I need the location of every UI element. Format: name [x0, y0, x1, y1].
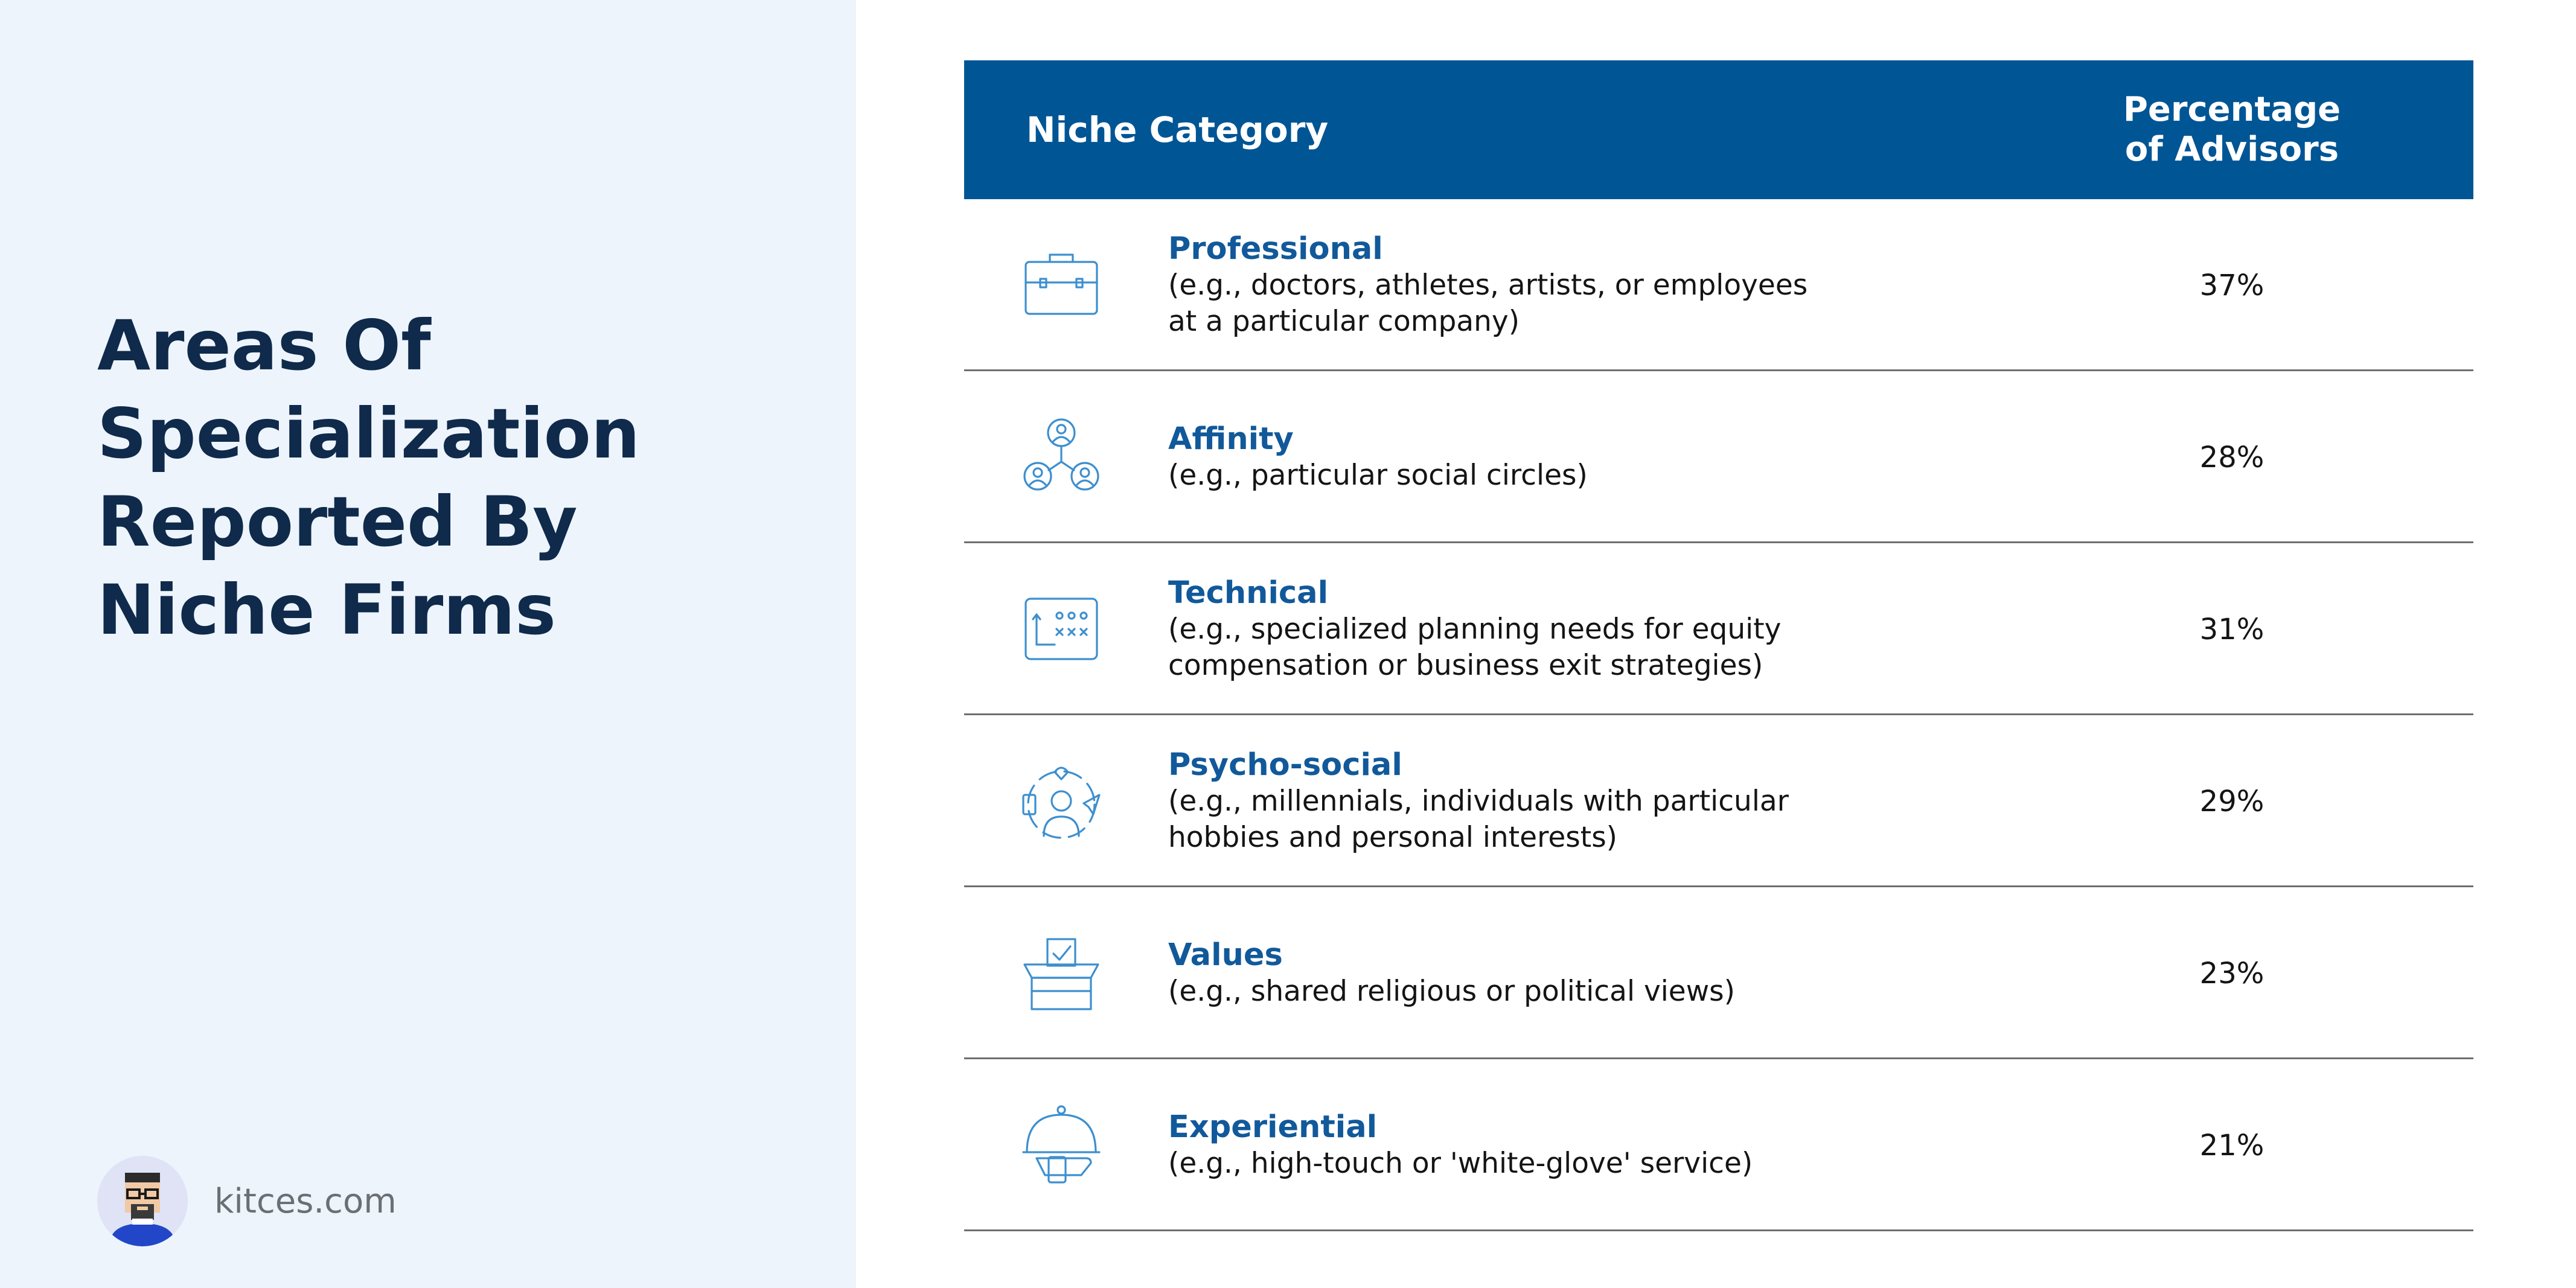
table-row [964, 1059, 2473, 1231]
pixel-avatar-icon [97, 1156, 188, 1246]
category-description: (e.g., millennials, individuals with particular hobbies and personal interests) [1168, 784, 1789, 854]
row-text [1168, 887, 1893, 1059]
category-label: Psycho-social [1168, 747, 1402, 783]
percentage-value: 37% [2199, 268, 2264, 302]
specialization-table [964, 60, 2473, 1231]
category-label: Affinity [1168, 421, 1294, 457]
percentage-value: 28% [2199, 440, 2264, 474]
briefcase-icon [1018, 243, 1104, 328]
category-label: Values [1168, 937, 1283, 973]
table-body [964, 199, 2473, 1231]
row-text [1168, 1059, 1893, 1231]
serving-cloche-icon [1018, 1103, 1104, 1188]
people-network-icon [1018, 415, 1104, 500]
category-label: Technical [1168, 575, 1329, 611]
table-row [964, 543, 2473, 715]
avatar [97, 1156, 188, 1246]
person-interests-icon [1018, 759, 1104, 844]
category-description: (e.g., specialized planning needs for equity compensation or business exit strategies) [1168, 612, 1782, 682]
header-niche-category: Niche Category [1026, 109, 1329, 150]
brand-text[interactable]: kitces.com [214, 1181, 397, 1221]
category-description: (e.g., shared religious or political views) [1168, 974, 1735, 1008]
table-row [964, 887, 2473, 1059]
category-description: (e.g., high-touch or 'white-glove' service) [1168, 1146, 1753, 1180]
page-title: Areas Of Specialization Reported By Niche Firms [97, 305, 641, 650]
left-panel [0, 0, 856, 1288]
category-description: (e.g., doctors, athletes, artists, or employees at a particular company) [1168, 268, 1808, 338]
strategy-board-icon [1018, 587, 1104, 672]
row-text [1168, 715, 1893, 887]
category-label: Professional [1168, 231, 1383, 267]
row-text [1168, 199, 1893, 371]
percentage-value: 29% [2199, 784, 2264, 818]
row-text [1168, 543, 1893, 715]
percentage-value: 23% [2199, 956, 2264, 990]
brand [97, 1156, 397, 1246]
category-label: Experiential [1168, 1109, 1378, 1145]
table-row [964, 371, 2473, 543]
table-row [964, 199, 2473, 371]
table-row [964, 715, 2473, 887]
percentage-value: 21% [2199, 1128, 2264, 1162]
header-percentage: Percentage of Advisors [2123, 90, 2341, 169]
row-text [1168, 371, 1893, 543]
percentage-value: 31% [2199, 612, 2264, 646]
ballot-box-icon [1018, 931, 1104, 1016]
category-description: (e.g., particular social circles) [1168, 458, 1588, 492]
table-header [964, 60, 2473, 199]
